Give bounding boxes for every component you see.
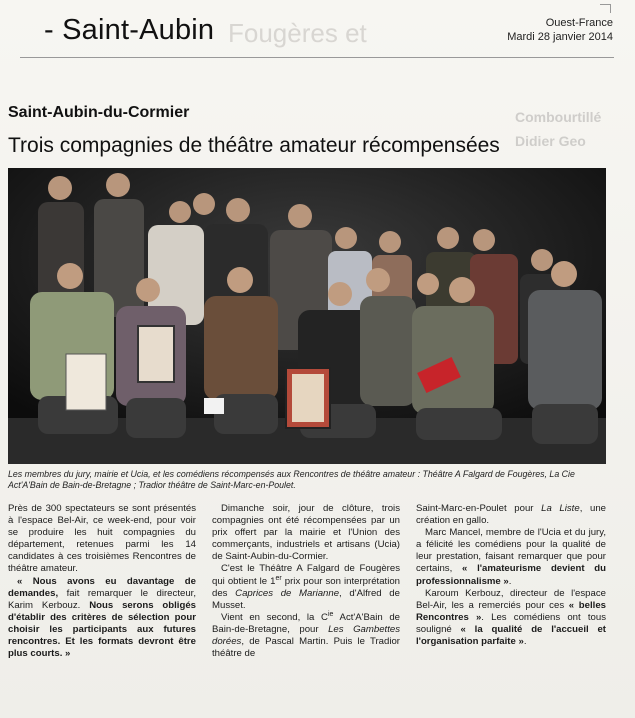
paragraph-text: Karoum Kerbouz, directeur de l'espace Bel-Air, les a remerciés pour ces	[416, 587, 606, 611]
paragraph	[416, 527, 606, 587]
quote-text: « la qualité de l'accueil et l'organisation parfaite »	[416, 623, 606, 648]
play-title: Les Gambettes dorées	[212, 623, 400, 648]
paragraph	[8, 576, 196, 661]
paper-info	[507, 16, 613, 44]
paragraph-text: Dimanche soir, jour de clôture, trois compagnies ont été récompensées par un prix offert par la mairie et l'Union des commerçants, industriels et artisans (Ucia) de Saint-Aubin-du-Cormier.	[212, 503, 400, 563]
paragraph	[416, 503, 606, 527]
page-header	[0, 0, 635, 62]
play-title: La Liste	[541, 503, 580, 514]
paragraph-text: , une création en gallo.	[416, 503, 606, 527]
group-photo-illustration	[8, 168, 606, 464]
superscript: ie	[327, 610, 334, 618]
paragraph-text: fait remarquer le directeur, Karim Kerbouz.	[8, 587, 196, 611]
superscript: er	[275, 574, 282, 582]
section-title: - Saint-Aubin	[44, 14, 215, 46]
article-column-2	[212, 503, 400, 660]
bleed-line-2: Didier Geo	[515, 133, 586, 149]
photo-caption: Les membres du jury, mairie et Ucia, et les comédiens récompensés aux Rencontres de théâtre amateur : Théâtre A Falgard de Fougères, La Cie Act'A'Bain de Bain-de-Bretagne ; Tradior théâtre de Saint-Marc-en-Poulet.	[8, 469, 575, 490]
paragraph-text: .	[523, 636, 527, 648]
article-column-3	[416, 503, 606, 648]
paragraph-text: Vient en second, la C	[221, 611, 328, 623]
paragraph	[212, 503, 400, 563]
paragraph-text: Saint-Marc-en-Poulet pour	[416, 503, 542, 514]
adjacent-article-bleed	[515, 105, 601, 153]
header-divider	[20, 57, 614, 58]
quote-text: « Nous avons eu davantage de demandes,	[8, 575, 196, 599]
crop-mark	[600, 4, 611, 13]
paper-name: Ouest-France	[545, 17, 613, 29]
paragraph-text: , de Pascal Martin. Puis le Tradior théâtre de	[212, 636, 400, 660]
paragraph-text: Act'A'Bain de Bain-de-Bretagne, pour	[212, 611, 400, 635]
publication-date: Mardi 28 janvier 2014	[507, 31, 613, 43]
paragraph	[212, 563, 400, 611]
quote-text: « belles Rencontres »	[416, 599, 607, 623]
bleed-through-text: Fougères et	[228, 18, 367, 48]
paragraph	[212, 612, 400, 660]
article-locality: Saint-Aubin-du-Cormier	[8, 104, 190, 121]
article-column-1	[8, 503, 196, 660]
paragraph	[8, 503, 196, 576]
quote-text: Nous serons obligés d'établir des critères de sélection pour choisir les participants aux futures rencontres. Et les formats devront être plus courts. »	[8, 599, 196, 660]
group-photo	[8, 168, 606, 464]
paragraph	[416, 588, 606, 648]
paragraph-text: .	[508, 575, 512, 587]
article-headline: Trois compagnies de théâtre amateur récompensées	[8, 134, 500, 157]
paragraph-text: C'est le Théâtre A Falgard de Fougères qui obtient le 1	[212, 563, 400, 587]
bleed-line-1: Combourtillé	[515, 109, 602, 125]
paragraph-text: prix pour son interprétation des	[212, 575, 401, 599]
paragraph-text: . Les comédiens ont tous souligné	[416, 611, 606, 635]
play-title: Caprices de Marianne	[235, 587, 340, 599]
paragraph-text: Près de 300 spectateurs se sont présentés à l'espace Bel-Air, ce week-end, pour voir se produire les huit compagnies du département, retenues parmi les 14 candidates à ces troisièmes Rencontres de théâtre amateur.	[8, 503, 196, 575]
paragraph-text: Marc Mancel, membre de l'Ucia et du jury, a félicité les comédiens pour la qualité de leur prestation, faisant remarquer que pour certains,	[416, 527, 606, 575]
quote-text: « l'amateurisme devient du professionnalisme »	[416, 563, 606, 587]
paragraph-text: , d'Alfred de Musset.	[212, 587, 400, 611]
